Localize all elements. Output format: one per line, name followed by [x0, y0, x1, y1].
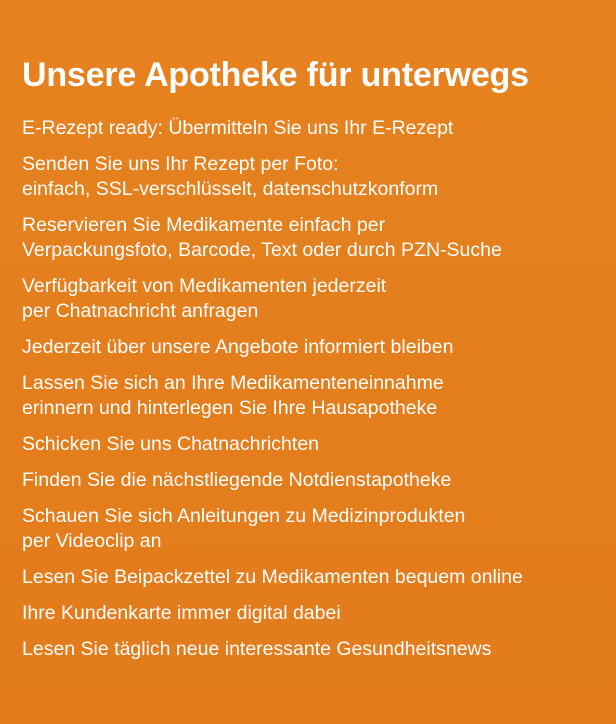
- feature-item: [22, 468, 596, 493]
- feature-item: [22, 274, 596, 324]
- feature-line: Lassen Sie sich an Ihre Medikamenteneinnahme: [22, 372, 444, 394]
- feature-line: Schicken Sie uns Chatnachrichten: [22, 433, 320, 455]
- feature-line: erinnern und hinterlegen Sie Ihre Hausapotheke: [22, 397, 438, 419]
- feature-line: per Videoclip an: [22, 530, 162, 552]
- feature-item: [22, 565, 596, 590]
- feature-item: [22, 335, 596, 360]
- feature-line: einfach, SSL-verschlüsselt, datenschutzkonform: [22, 178, 439, 200]
- feature-line: Jederzeit über unsere Angebote informiert bleiben: [22, 336, 454, 358]
- feature-line: Senden Sie uns Ihr Rezept per Foto:: [22, 153, 339, 175]
- feature-list: [22, 116, 596, 662]
- feature-line: Lesen Sie Beipackzettel zu Medikamenten bequem online: [22, 566, 523, 588]
- feature-line: Finden Sie die nächstliegende Notdienstapotheke: [22, 469, 452, 491]
- feature-line: Reservieren Sie Medikamente einfach per: [22, 214, 386, 236]
- feature-line: Ihre Kundenkarte immer digital dabei: [22, 602, 341, 624]
- feature-line: E-Rezept ready: Übermitteln Sie uns Ihr E-Rezept: [22, 117, 454, 139]
- feature-line: Verfügbarkeit von Medikamenten jederzeit: [22, 275, 387, 297]
- feature-item: [22, 371, 596, 421]
- panel-title: Unsere Apotheke für unterwegs: [22, 56, 529, 94]
- feature-line: Lesen Sie täglich neue interessante Gesundheitsnews: [22, 638, 492, 660]
- feature-item: [22, 504, 596, 554]
- feature-line: Verpackungsfoto, Barcode, Text oder durch PZN-Suche: [22, 239, 502, 261]
- feature-item: [22, 152, 596, 202]
- feature-item: [22, 637, 596, 662]
- feature-item: [22, 116, 596, 141]
- feature-item: [22, 213, 596, 263]
- feature-line: per Chatnachricht anfragen: [22, 300, 259, 322]
- feature-item: [22, 601, 596, 626]
- feature-item: [22, 432, 596, 457]
- feature-line: Schauen Sie sich Anleitungen zu Medizinprodukten: [22, 505, 466, 527]
